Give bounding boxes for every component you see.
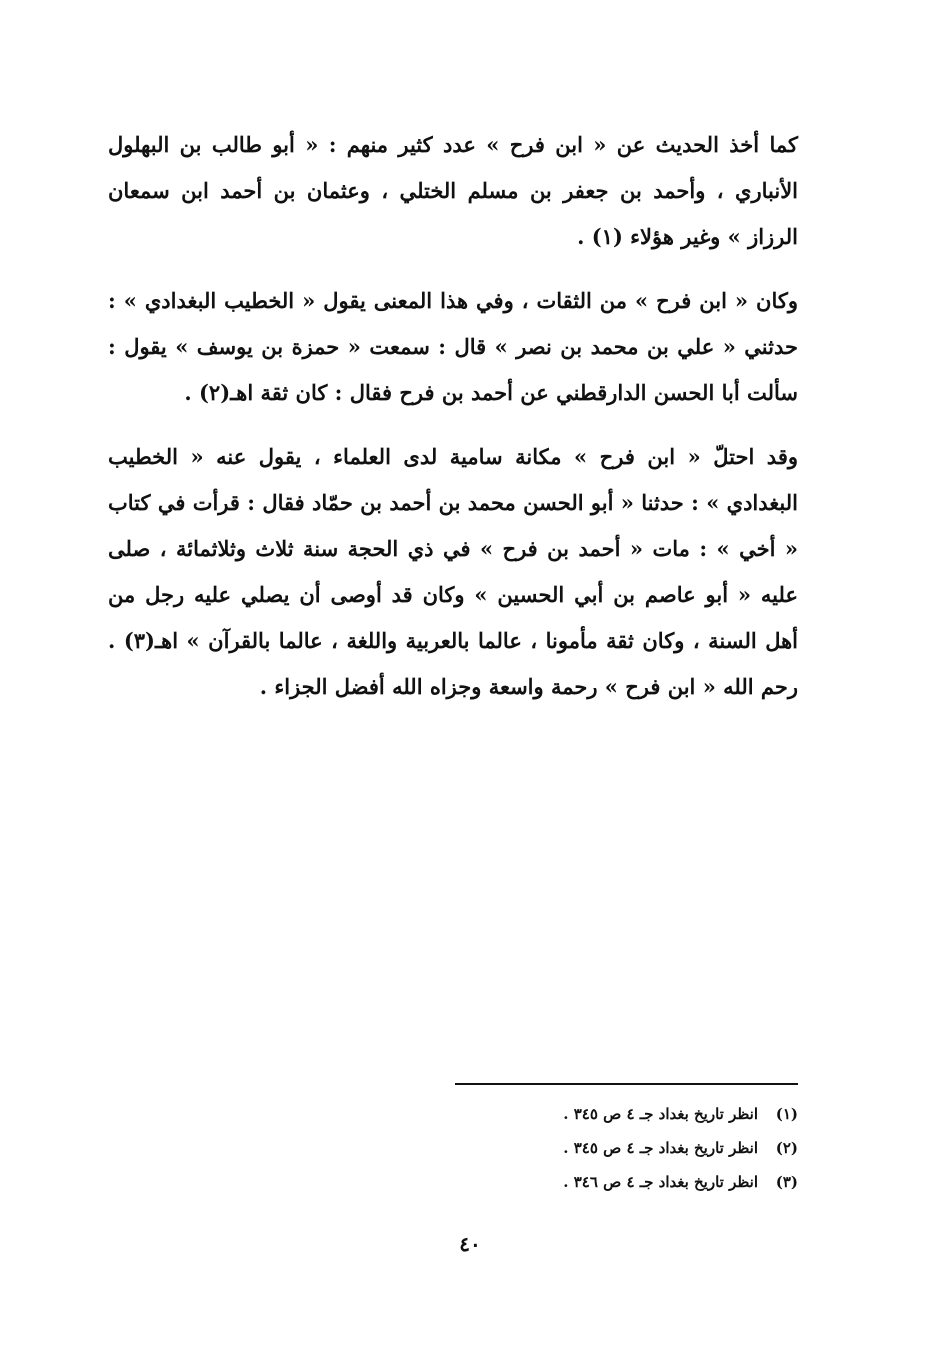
footnote-number: (٣)	[775, 1173, 798, 1191]
footnote-1	[455, 1097, 798, 1131]
footnote-3	[455, 1165, 798, 1199]
page-number: ٤٠	[459, 1232, 481, 1256]
body-text	[108, 122, 798, 710]
footnote-number: (٢)	[775, 1139, 798, 1157]
footnote-2	[455, 1131, 798, 1165]
paragraph-3: وقد احتلّ « ابن فرح » مكانة سامية لدى العلماء ، يقول عنه « الخطيب البغدادي » : حدثنا « أبو الحسن محمد بن أحمد بن حمّاد فقال : قرأت في كتاب « أخي » : مات « أحمد بن فرح » في ذي الحجة سنة ثلاث وثلاثمائة ، صلى عليه « أبو عاصم بن أبي الحسين » وكان قد أوصى أن يصلي عليه رجل من أهل السنة ، وكان ثقة مأمونا ، عالما بالعربية واللغة ، عالما بالقرآن » اهـ(٣) . رحم الله « ابن فرح » رحمة واسعة وجزاه الله أفضل الجزاء .	[108, 444, 799, 699]
footnote-text: انظر تاريخ بغداد جـ ٤ ص ٣٤٥ .	[563, 1105, 758, 1123]
footnote-separator	[455, 1083, 798, 1085]
footnote-text: انظر تاريخ بغداد جـ ٤ ص ٣٤٦ .	[563, 1173, 758, 1191]
footnote-text: انظر تاريخ بغداد جـ ٤ ص ٣٤٥ .	[563, 1139, 758, 1157]
paragraph-1: كما أخذ الحديث عن « ابن فرح » عدد كثير منهم : « أبو طالب بن البهلول الأنباري ، وأحمد بن جعفر بن مسلم الختلي ، وعثمان بن أحمد ابن سمعان الرزاز » وغير هؤلاء (١) .	[108, 132, 798, 249]
footnote-number: (١)	[775, 1105, 798, 1123]
paragraph-2: وكان « ابن فرح » من الثقات ، وفي هذا المعنى يقول « الخطيب البغدادي » : حدثني « علي بن محمد بن نصر » قال : سمعت « حمزة بن يوسف » يقول : سألت أبا الحسن الدارقطني عن أحمد بن فرح فقال : كان ثقة اهـ(٢) .	[108, 288, 798, 405]
footnotes	[455, 1097, 798, 1199]
